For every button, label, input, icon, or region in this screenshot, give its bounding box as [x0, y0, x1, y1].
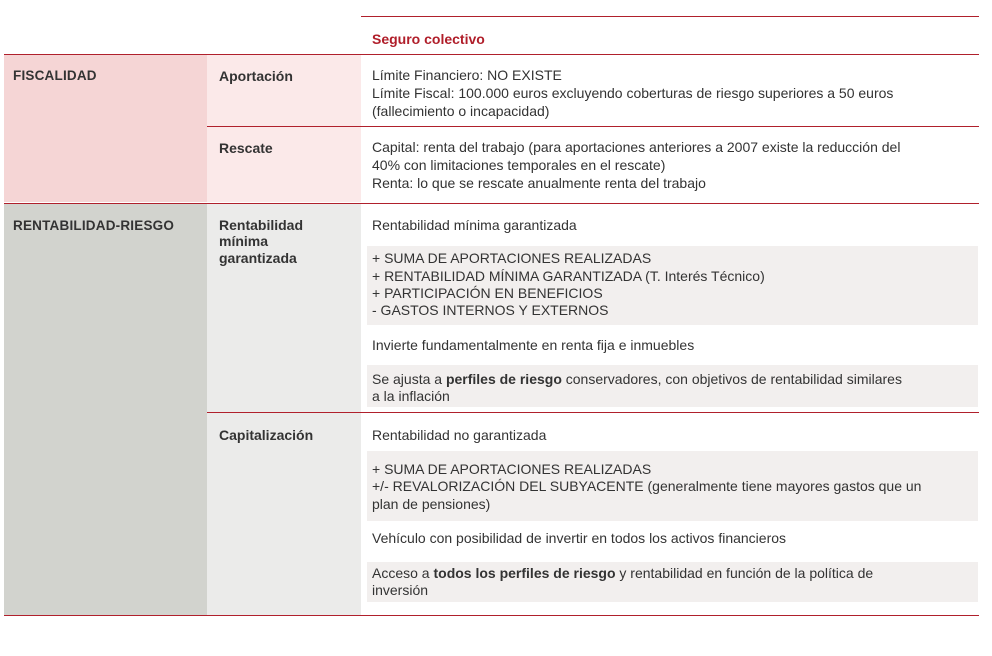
column-header-seguro-colectivo: Seguro colectivo — [372, 31, 485, 47]
aportacion-rescate-rule — [207, 126, 979, 127]
subcategory-rentabilidad-line-2: mínima — [219, 233, 269, 249]
capitalizacion-row-1: Rentabilidad no garantizada — [372, 427, 547, 443]
subcategory-rescate: Rescate — [219, 140, 273, 156]
minima-profile-bold: perfiles de riesgo — [445, 371, 562, 387]
rescate-line-2: 40% con limitaciones temporales en el rescate) — [372, 157, 666, 173]
minima-composition-line-1: + SUMA DE APORTACIONES REALIZADAS — [372, 250, 652, 266]
capitalizacion-profile-line-2: inversión — [372, 582, 429, 598]
rescate-line-1: Capital: renta del trabajo (para aportaciones anteriores a 2007 existe la reducción del — [372, 139, 901, 155]
header-top-rule — [361, 16, 979, 17]
table-bottom-rule — [4, 615, 979, 616]
capitalizacion-row-3: Vehículo con posibilidad de invertir en todos los activos financieros — [372, 530, 787, 546]
subcategory-rentabilidad-line-3: garantizada — [219, 250, 297, 266]
category-rentabilidad-riesgo: RENTABILIDAD-RIESGO — [13, 218, 175, 233]
header-bottom-rule — [4, 54, 979, 55]
minima-profile-line-1: Se ajusta a perfiles de riesgo conservadores, con objetivos de rentabilidad similares — [372, 371, 902, 387]
capitalizacion-composition-line-2: +/- REVALORIZACIÓN DEL SUBYACENTE (generalmente tiene mayores gastos que un — [372, 478, 922, 494]
subcategory-capitalizacion: Capitalización — [219, 427, 314, 443]
capitalizacion-profile-bold: todos los perfiles de riesgo — [433, 565, 616, 581]
subcategory-rentabilidad-line-1: Rentabilidad — [219, 217, 304, 233]
category-fiscalidad: FISCALIDAD — [13, 68, 97, 83]
capitalizacion-composition-line-3: plan de pensiones) — [372, 496, 491, 512]
aportacion-line-1: Límite Financiero: NO EXISTE — [372, 67, 562, 83]
fiscalidad-bottom-rule — [4, 203, 979, 204]
aportacion-line-3: (fallecimiento o incapacidad) — [372, 103, 550, 119]
capitalizacion-profile-line-1: Acceso a todos los perfiles de riesgo y rentabilidad en función de la política de — [372, 565, 874, 581]
rescate-line-3: Renta: lo que se rescate anualmente renta del trabajo — [372, 175, 706, 191]
minima-profile-line-2: a la inflación — [372, 388, 450, 404]
minima-composition-line-2: + RENTABILIDAD MÍNIMA GARANTIZADA (T. Interés Técnico) — [372, 268, 765, 284]
aportacion-line-2: Límite Fiscal: 100.000 euros excluyendo coberturas de riesgo superiores a 50 euros — [372, 85, 894, 101]
subcategory-aportacion: Aportación — [219, 68, 293, 84]
minima-composition-line-4: - GASTOS INTERNOS Y EXTERNOS — [372, 302, 609, 318]
minima-row-3: Invierte fundamentalmente en renta fija e inmuebles — [372, 337, 695, 353]
minima-row-1: Rentabilidad mínima garantizada — [372, 217, 577, 233]
rentabilidad-category-cell — [4, 204, 207, 615]
minima-capitalizacion-rule — [207, 412, 979, 413]
minima-composition-line-3: + PARTICIPACIÓN EN BENEFICIOS — [372, 285, 603, 301]
capitalizacion-composition-line-1: + SUMA DE APORTACIONES REALIZADAS — [372, 461, 652, 477]
